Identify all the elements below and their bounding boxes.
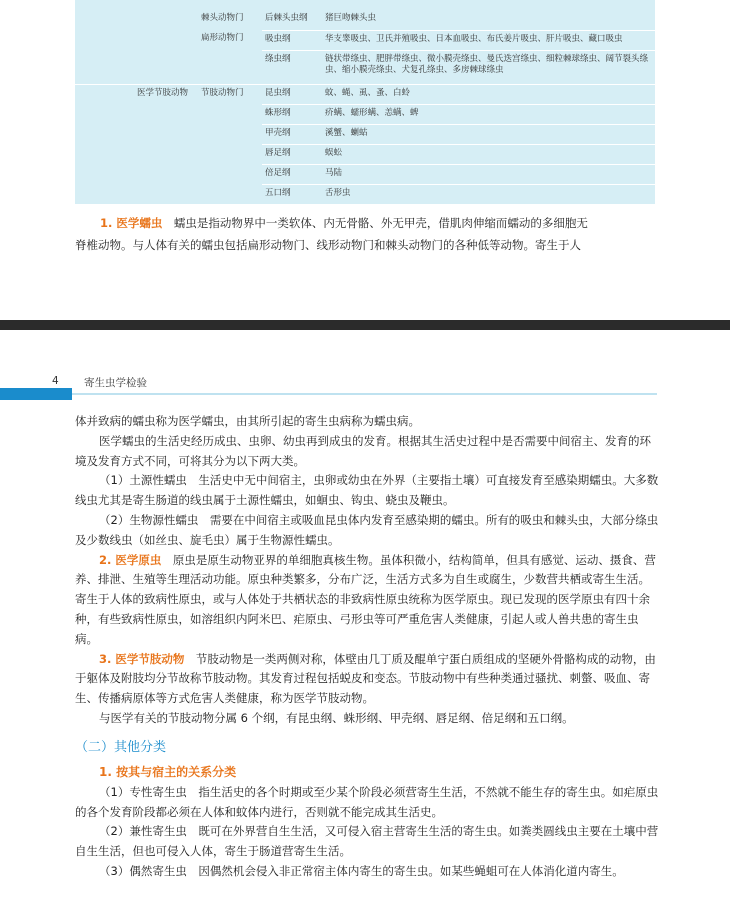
table-cell-phylum-cls	[198, 184, 262, 204]
paragraph-helminth-intro	[100, 212, 660, 234]
paragraph: （1）土源性蠕虫 生活史中无中间宿主，虫卵或幼虫在外界（主要指土壤）可直接发育至感染期蠕虫。大多数线虫尤其是寄生肠道的线虫属于土源性蠕虫，如蛔虫、钩虫、蛲虫及鞭虫。	[75, 473, 659, 508]
text: 节肢动物是一类两侧对称，体壁由几丁质及醌单宁蛋白质组成的坚硬外骨骼构成的动物，由于躯体及附肢均分节故称节肢动物。其发育过程包括蜕皮和变态。节肢动物中有些种类通过骚扰、刺螫、吸血、寄生、传播病原体等方式危害人类健康，称为医学节肢动物。	[75, 651, 656, 706]
table-row	[75, 10, 655, 30]
table-cell-species: 舌形虫	[322, 184, 655, 204]
paragraph: （3）偶然寄生虫 因偶然机会侵入非正常宿主体内寄生的寄生虫。如某些蝇蛆可在人体消化道内寄生。	[99, 863, 624, 878]
table-cell-species	[322, 0, 655, 10]
table-cell-species: 溪蟹、蝲蛄	[322, 124, 655, 144]
table-cell-phylum-cls: 节肢动物门	[198, 84, 262, 104]
table-cell-phylum	[75, 0, 198, 10]
section-heading-arthropod: 3. 医学节肢动物	[99, 651, 185, 666]
table-cell-phylum-cls	[198, 104, 262, 124]
table-cell-phylum-cls: 扁形动物门	[201, 33, 244, 43]
table-row	[75, 30, 655, 50]
text-line: 蠕虫是指动物界中一类软体、内无骨骼、外无甲壳，借肌肉伸缩而蠕动的多细胞无	[173, 216, 588, 230]
table-cell-cls: 唇足纲	[262, 144, 322, 164]
section-heading-other: （二）其他分类	[75, 739, 167, 755]
table-cell-phylum	[75, 50, 198, 84]
table-row	[75, 104, 655, 124]
table-cell-cls: 五口纲	[262, 184, 322, 204]
paragraph: 体并致病的蠕虫称为医学蠕虫，由其所引起的寄生虫病称为蠕虫病。	[75, 414, 420, 428]
table-cell-phylum	[75, 124, 198, 144]
table-row	[75, 184, 655, 204]
table-row	[75, 164, 655, 184]
page-lower	[0, 330, 730, 902]
paragraph: （2）兼性寄生虫 既可在外界营自生生活，又可侵入宿主营寄生生活的寄生虫。如粪类圆线虫主要在土壤中营自生生活，但也可侵入人体，寄生于肠道营寄生生活。	[75, 824, 659, 859]
table-cell-phylum	[75, 10, 198, 30]
table-cell-cls: 绦虫纲	[262, 50, 322, 84]
table-cell-phylum	[75, 184, 198, 204]
table-cell-cls	[262, 0, 322, 10]
table-cell-phylum-cls	[198, 0, 262, 10]
table-cell-cls: 倍足纲	[262, 164, 322, 184]
table-cell-cls: 蛛形纲	[262, 104, 322, 124]
paragraph-helminth-line2: 脊椎动物。与人体有关的蠕虫包括扁形动物门、线形动物门和棘头动物门的各种低等动物。寄生于人	[75, 238, 581, 252]
section-heading-helminth: 1. 医学蠕虫	[100, 216, 163, 230]
paragraph	[75, 551, 660, 650]
table-cell-species: 链状带绦虫、肥胖带绦虫、微小膜壳绦虫、曼氏迭宫绦虫、细粒棘球绦虫、阔节裂头绦虫、缩小膜壳绦虫、犬复孔绦虫、多房棘球绦虫	[322, 50, 655, 84]
table-row	[75, 144, 655, 164]
paragraph	[75, 650, 660, 709]
classification-table	[75, 0, 655, 204]
table-cell-cls: 昆虫纲	[262, 84, 322, 104]
table-cell-species: 猪巨吻棘头虫	[325, 13, 377, 23]
page-number: 4	[52, 375, 59, 387]
table-cell-species: 华支睾吸虫、卫氏并殖吸虫、日本血吸虫、布氏姜片吸虫、肝片吸虫、藏口吸虫	[322, 30, 655, 50]
table-row	[75, 84, 655, 104]
paragraph: 医学蠕虫的生活史经历成虫、虫卵、幼虫再到成虫的发育。根据其生活史过程中是否需要中间宿主、发育的环境及发育方式不同，可将其分为以下两大类。	[75, 433, 651, 468]
table-cell-phylum-cls	[198, 50, 262, 84]
table-cell-species: 疥螨、蠕形螨、恙螨、蜱	[322, 104, 655, 124]
page-upper	[0, 0, 730, 320]
body-text	[75, 412, 660, 882]
table-cell-phylum	[75, 144, 198, 164]
paragraph: （1）专性寄生虫 指生活史的各个时期或至少某个阶段必须营寄生生活，不然就不能生存的寄生虫。如疟原虫的各个发育阶段都必须在人体和蚊体内进行，否则就不能完成其生活史。	[75, 784, 659, 819]
table-cell-phylum	[75, 104, 198, 124]
table-row	[75, 124, 655, 144]
running-header-title: 寄生虫学检验	[84, 377, 147, 389]
header-rule	[72, 393, 657, 395]
table-cell-cls: 后棘头虫纲	[265, 13, 308, 23]
header-accent-bar	[0, 388, 72, 400]
table-cell-phylum-cls	[198, 144, 262, 164]
paragraph: 与医学有关的节肢动物分属 6 个纲，有昆虫纲、蛛形纲、甲壳纲、唇足纲、倍足纲和五口纲。	[99, 710, 574, 725]
text: 原虫是原生动物亚界的单细胞真核生物。虽体积微小，结构简单，但具有感觉、运动、摄食、营养、排泄、生殖等生理活动功能。原虫种类繁多，分布广泛，生活方式多为自生或腐生，少数营共栖或寄生生活。寄生于人体的致病性原虫，或与人体处于共栖状态的非致病性原虫统称为医学原虫。现已发现的医学原虫有四十余种，有些致病性原虫，如溶组织内阿米巴、疟原虫、弓形虫等可严重危害人类健康，引起人或人兽共患的寄生虫病。	[75, 552, 656, 646]
section-heading-protozoa: 2. 医学原虫	[99, 552, 162, 567]
table-cell-phylum: 医学节肢动物	[75, 84, 198, 104]
table-cell-phylum	[75, 164, 198, 184]
table-cell-phylum	[75, 30, 198, 50]
subsection-heading: 1. 按其与宿主的关系分类	[99, 764, 237, 779]
page-divider	[0, 320, 730, 330]
table-cell-species: 蚊、蝇、虱、蚤、白蛉	[322, 84, 655, 104]
table-cell-phylum-cls: 棘头动物门	[201, 13, 244, 23]
table-cell-phylum-cls	[198, 124, 262, 144]
table-row	[75, 0, 655, 10]
table-cell-species: 马陆	[322, 164, 655, 184]
table-cell-cls: 甲壳纲	[262, 124, 322, 144]
table-cell-cls: 吸虫纲	[262, 30, 322, 50]
table-cell-species: 蜈蚣	[322, 144, 655, 164]
paragraph: （2）生物源性蠕虫 需要在中间宿主或吸血昆虫体内发育至感染期的蠕虫。所有的吸虫和棘头虫，大部分绦虫及少数线虫（如丝虫、旋毛虫）属于生物源性蠕虫。	[75, 512, 659, 547]
table-row	[75, 50, 655, 84]
table-cell-phylum-cls	[198, 164, 262, 184]
